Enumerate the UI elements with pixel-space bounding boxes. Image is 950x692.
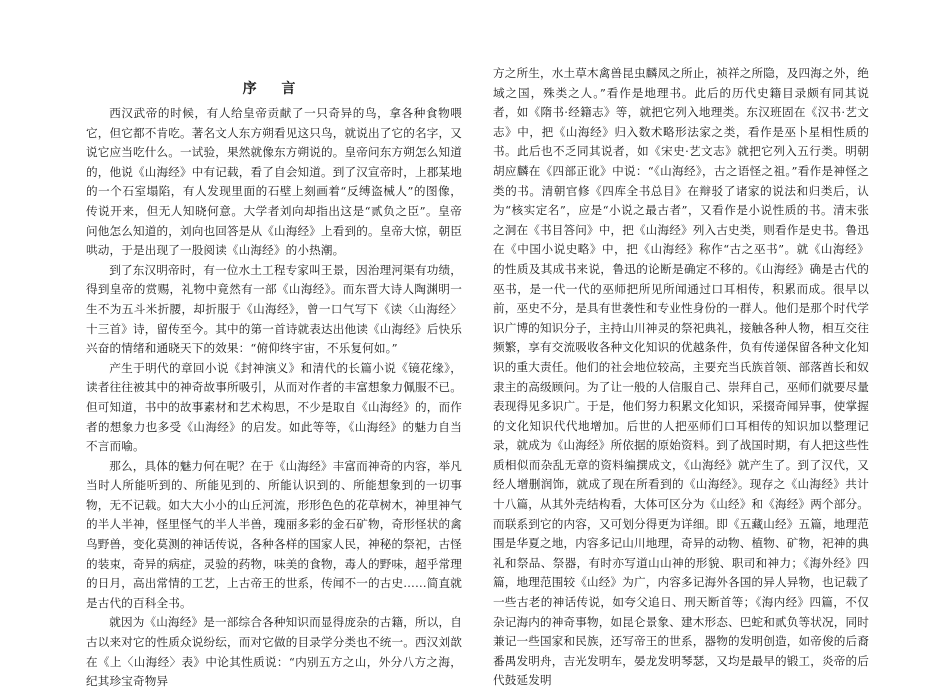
paragraph: 方之所生，水土草木禽兽昆虫麟凤之所止，祯祥之所隐，及四海之外，绝域之国，殊类之人。”看作是地理书。此后的历代史籍目录颇有同其说者，如《隋书·经籍志》等，就把它列入地理类。东汉班固在《汉书·艺文志》中，把《山海经》归入数术略形法家之类，看作是巫卜星相性质的书。此后也不乏同其说者，如《宋史·艺文志》就把它列入五行类。明朝胡应麟在《四部正讹》中说：“《山海经》，古之语怪之祖。”看作是神怪之类的书。清朝官修《四库全书总目》在辩驳了诸家的说法和归类后，认为“核实定名”，应是“小说之最古者”，又看作是小说性质的书。清末张之洞在《书目答问》中，把《山海经》列入古史类，则看作是史书。鲁迅在《中国小说史略》中，把《山海经》称作“古之巫书”。就《山海经》的性质及其成书来说，鲁迅的论断是确定不移的。《山海经》确是古代的巫书，是一代一代的巫师把所见所闻通过口耳相传，积累而成。很早以前，巫史不分，是具有世袭性和专业性身份的一群人。他们是那个时代学识广博的知识分子，主持山川神灵的祭祀典礼，接触各种人物，相互交往频繁，享有交流吸收各种文化知识的优越条件，负有传递保留各种文化知识的重大责任。他们的社会地位较高，主要充当氏族首领、部落酋长和奴隶主的高级顾问。为了让一般的人信服自己、崇拜自己，巫师们就要尽量表现得见多识广。于是，他们努力积累文化知识，采掇奇闻异事，使掌握的文化知识代代地增加。后世的人把巫师们口耳相传的知识加以整理记录，就成为《山海经》所依据的原始资料。到了战国时期，有人把这些性质相似而杂乱无章的资料编撰成文，《山海经》就产生了。到了汉代，又经人增删润饰，就成了现在所看到的《山海经》。现存之《山海经》共计十八篇，从其外壳结构看，大体可区分为《山经》和《海经》两个部分。而联系到它的内容，又可划分得更为详细。即《五藏山经》五篇，地理范围是华夏之地，内容多记山川地理，奇异的动物、植物、矿物，祀神的典礼和祭品、祭器，有时亦写道山山神的形貌、职司和神力；《海外经》四篇，地理范围较《山经》为广，内容多记海外各国的异人异物，也记载了一些古老的神话传说，如夸父追日、刑天断首等；《海内经》四篇，不仅杂记海内的神奇事物，如昆仑景象、建木形态、巴蛇和贰负等状况，同时兼记一些国家和民族，还写帝王的世系，器物的发明创造，如帝俊的后裔番禺发明舟，吉光发明车，晏龙发明琴瑟，又均是最早的锻工，炎帝的后代鼓延发明 [493,66,869,688]
left-page-column [86,104,462,692]
paragraph: 产生于明代的章回小说《封神演义》和清代的长篇小说《镜花缘》，读者往往被其中的神奇故事所吸引，从而对作者的丰富想象力佩服不已。但可知道，书中的故事素材和艺术构思，不少是取自《山海经》的，而作者的想象力也多受《山海经》的启发。如此等等，《山海经》的魅力自当不言而喻。 [86,360,462,454]
paragraph: 那么，具体的魅力何在呢？在于《山海经》丰富而神奇的内容，举凡当时人所能听到的、所能见到的、所能认识到的、所能想象到的一切事物，无不记载。如大大小小的山丘河流，形形色色的花草树木，神里神气的半人半神，怪里怪气的半人半兽，瑰丽多彩的金石矿物，奇形怪状的禽鸟野兽，变化莫测的神话传说，各种各样的国家人民，神秘的祭祀，古怪的装束，奇异的病症，灵验的药物，味美的食物，毒人的野味，超乎常理的日月，高出常情的工艺，上古帝王的世系，传闻不一的古史……简直就是古代的百科全书。 [86,458,462,610]
page-title: 序 言 [242,81,306,97]
paragraph: 西汉武帝的时候，有人给皇帝贡献了一只奇异的鸟，拿各种食物喂它，但它都不肯吃。著名文人东方朔看见这只鸟，就说出了它的名字，又说它应当吃什么。一试验，果然就像东方朔说的。皇帝问东方朔怎么知道的，他说《山海经》中有记载，看了自会知道。到了汉宣帝时，上郡某地的一个石室塌陷，有人发现里面的石壁上刻画着“反缚盗械人”的图像，传说开来，但无人知晓何意。大学者刘向却指出这是“贰负之臣”。皇帝问他怎么知道的，刘向也回答是从《山海经》上看到的。皇帝大惊，朝臣哄动，于是出现了一股阅读《山海经》的小热潮。 [86,106,462,258]
paragraph: 就因为《山海经》是一部综合各种知识而显得庞杂的古籍，所以，自古以来对它的性质众说纷纭，而对它做的目录学分类也不统一。西汉刘歆在《上〈山海经〉表》中论其性质说：“内别五方之山，外分八方之海，纪其珍宝奇物异 [86,615,462,689]
right-page-column [493,64,869,691]
paragraph: 到了东汉明帝时，有一位水土工程专家叫王景，因治理河渠有功绩，得到皇帝的赏赐，礼物中竟然有一部《山海经》。而东晋大诗人陶渊明一生不为五斗米折腰，却折服于《山海经》，曾一口气写下《读〈山海经〉十三首》诗，留传至今。其中的第一首诗就表达出他读《山海经》后快乐兴奋的情绪和通晓天下的效果：“俯仰终宇宙，不乐复何如。” [86,262,462,356]
